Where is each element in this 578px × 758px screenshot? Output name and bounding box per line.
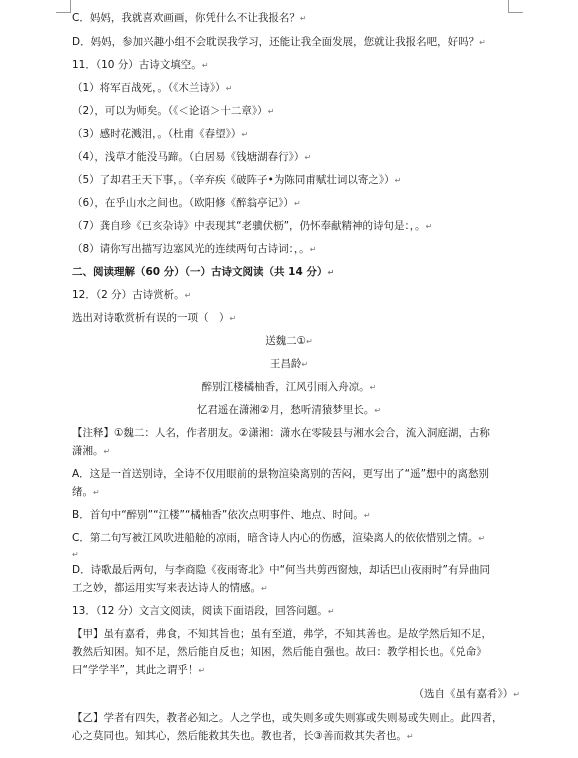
page-corner-mark-left [56,0,71,13]
empty-paragraph: ↵ [72,550,79,559]
option-a-line-1: A．这是一首送别诗，全诗不仅用眼前的景物渲染离别的苦闷，更写出了“遥”想中的离愁别 [72,468,490,480]
q11-item-7: （7）龚自珍《已亥杂诗》中表现其“老骥伏枥”，仍怀奉献精神的诗句是：，。↵ [72,220,433,232]
poem-title: 送魏二①↵ [265,335,313,347]
q11-item-1: （1）将军百战死，。（《木兰诗》）↵ [72,82,233,94]
question-13-heading: 13．（12 分）文言文阅读，阅读下面语段，回答问题。↵ [72,605,335,617]
question-12-heading: 12．（2 分）古诗赏析。↵ [72,289,192,301]
poem-author: 王昌龄↵ [269,358,309,370]
q11-item-4: （4），浅草才能没马蹄。（白居易《钱塘湖春行》）↵ [72,151,312,163]
option-d-line: D．妈妈，参加兴趣小组不会耽误我学习，还能让我全面发展，您就让我报名吧，好吗？↵ [72,36,486,48]
poem-line-2: 忆君遥在潇湘②月，愁听清猿梦里长。↵ [196,404,382,416]
section-2-heading: 二、阅读理解（60 分）（一）古诗文阅读（共 14 分）↵ [72,266,335,278]
page-corner-mark-right [508,0,523,13]
q11-item-6: （6），在乎山水之间也。（欧阳修《醉翁亭记》）↵ [72,197,301,209]
passage-a-line-1: 【甲】虽有嘉肴，弗食，不知其旨也；虽有至道，弗学，不知其善也。是故学然后知不足， [72,628,492,640]
passage-a-source: （选自《虽有嘉肴》）↵ [413,688,520,700]
option-d-line-2: 工之妙，都运用实写来表达诗人的情感。↵ [72,582,268,594]
option-c-line: C．妈妈，我就喜欢画画，你凭什么不让我报名？↵ [72,12,307,24]
option-c-line-q12: C．第二句写被江风吹进船舱的凉雨，暗含诗人内心的伤感，渲染离人的依依惜别之情。↵ [72,532,486,544]
q11-item-2: （2），可以为师矣。（《＜论语＞十二章》）↵ [72,105,275,117]
poem-notes-line-1: 【注释】①魏二：人名，作者朋友。②潇湘：潇水在零陵县与湘水会合，流入洞庭湖，古称 [72,427,490,439]
question-11-heading: 11．（10 分）古诗文填空。↵ [72,59,209,71]
question-12-prompt: 选出对诗歌赏析有误的一项（ ）↵ [72,312,237,324]
option-a-line-2: 绪。↵ [72,486,100,498]
poem-notes-line-2: 潇湘。↵ [72,445,111,457]
option-b-line: B．首句中“醉别”“江楼”“橘柚香”依次点明事件、地点、时间。↵ [72,509,371,521]
q11-item-3: （3）感时花溅泪，。（杜甫《春望》）↵ [72,128,249,140]
passage-a-line-2: 教然后知困。知不足，然后能自反也；知困，然后能自强也。故曰：教学相长也。《兑命》 [72,646,487,658]
passage-a-line-3: 曰“学学半”，其此之谓乎！↵ [72,664,206,676]
poem-line-1: 醉别江楼橘柚香，江风引雨入舟凉。↵ [201,381,377,393]
q11-item-5: （5）了却君王天下事，。（辛弃疾《破阵子•为陈同甫赋壮词以寄之》）↵ [72,174,402,186]
passage-b-line-1: 【乙】学者有四失，教者必知之。人之学也，或失则多或失则寡或失则易或失则止。此四者， [72,712,503,724]
q11-item-8: （8）请你写出描写边塞风光的连续两句古诗词：，。↵ [72,243,317,255]
option-d-line-1: D．诗歌最后两句，与李商隐《夜雨寄北》中“何当共剪西窗烛，却话巴山夜雨时”有异曲同 [72,564,490,576]
passage-b-line-2: 心之莫同也。知其心，然后能救其失也。教也者，长③善而救其失者也。↵ [72,730,414,742]
